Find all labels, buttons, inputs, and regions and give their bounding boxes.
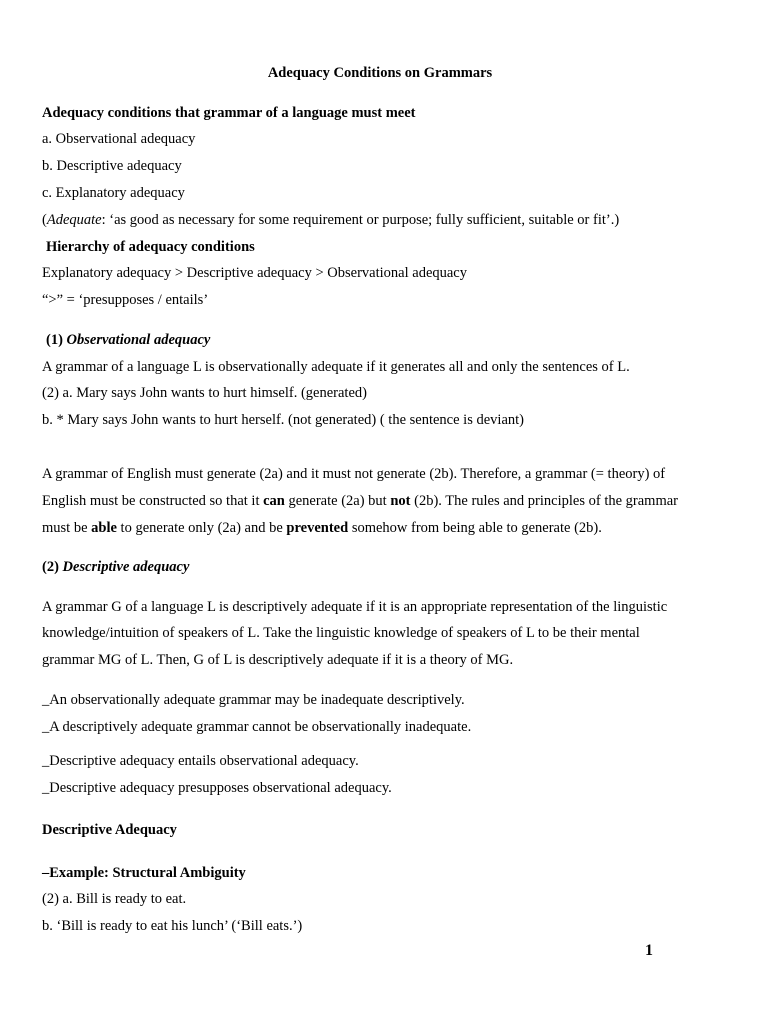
example-sentence: (2) a. Mary says John wants to hurt himself. (generated) [42,385,367,401]
section1-paragraph-line [42,519,602,537]
section2-paragraph-line: A grammar G of a language L is descriptively adequate if it is an appropriate representation of the linguistic [42,599,668,615]
page-number: 1 [645,942,653,959]
emphasis-able: able [91,520,117,536]
emphasis-not: not [390,493,411,509]
example-sentence: b. * Mary says John wants to hurt herself. (not generated) ( the sentence is deviant) [42,412,524,428]
text-run: to generate only (2a) and be [116,520,287,536]
text-run: must be [42,520,92,536]
section1-definition: A grammar of a language L is observationally adequate if it generates all and only the sentences of L. [42,359,630,375]
conditions-heading: Adequacy conditions that grammar of a language must meet [42,105,416,121]
section1-number: (1) [46,332,67,348]
section1-title: Observational adequacy [66,332,211,348]
hierarchy-line: Explanatory adequacy > Descriptive adequacy > Observational adequacy [42,265,467,281]
document-title: Adequacy Conditions on Grammars [267,65,493,81]
adequate-definition [42,211,619,229]
section1-paragraph-line [42,492,678,510]
example-sentence: (2) a. Bill is ready to eat. [42,891,187,907]
presuppose-line: “>” = ‘presupposes / entails’ [42,292,209,308]
section1-heading [46,331,210,349]
hierarchy-heading: Hierarchy of adequacy conditions [46,239,255,255]
bullet-line: _Descriptive adequacy presupposes observational adequacy. [42,780,392,796]
text-run: somehow from being able to generate (2b). [348,520,602,536]
condition-item: c. Explanatory adequacy [42,185,185,201]
section2-title: Descriptive adequacy [62,559,190,575]
condition-item: b. Descriptive adequacy [42,158,182,174]
section1-paragraph-line: A grammar of English must generate (2a) and it must not generate (2b). Therefore, a grammar (= theory) of [42,466,666,482]
example-sentence: b. ‘Bill is ready to eat his lunch’ (‘Bill eats.’) [42,918,303,934]
condition-item: a. Observational adequacy [42,131,196,147]
bullet-line: _An observationally adequate grammar may be inadequate descriptively. [42,692,465,708]
definition-term: Adequate [46,212,102,228]
text-run: (2b). The rules and principles of the grammar [410,493,678,509]
example-heading: –Example: Structural Ambiguity [42,865,246,881]
section2-heading [42,558,189,576]
text-run: English must be constructed so that it [42,493,264,509]
definition-open: ( [42,212,47,228]
section2-paragraph-line: knowledge/intuition of speakers of L. Take the linguistic knowledge of speakers of L to be their mental [42,625,640,641]
section2-number: (2) [42,559,63,575]
section3-heading: Descriptive Adequacy [42,822,177,838]
bullet-line: _Descriptive adequacy entails observational adequacy. [42,753,359,769]
section2-paragraph-line: grammar MG of L. Then, G of L is descriptively adequate if it is a theory of MG. [42,652,514,668]
definition-text: : ‘as good as necessary for some requirement or purpose; fully sufficient, suitable or fit’.) [101,212,620,228]
text-run: generate (2a) but [284,493,391,509]
bullet-line: _A descriptively adequate grammar cannot be observationally inadequate. [42,719,472,735]
emphasis-can: can [263,493,285,509]
emphasis-prevented: prevented [286,520,349,536]
